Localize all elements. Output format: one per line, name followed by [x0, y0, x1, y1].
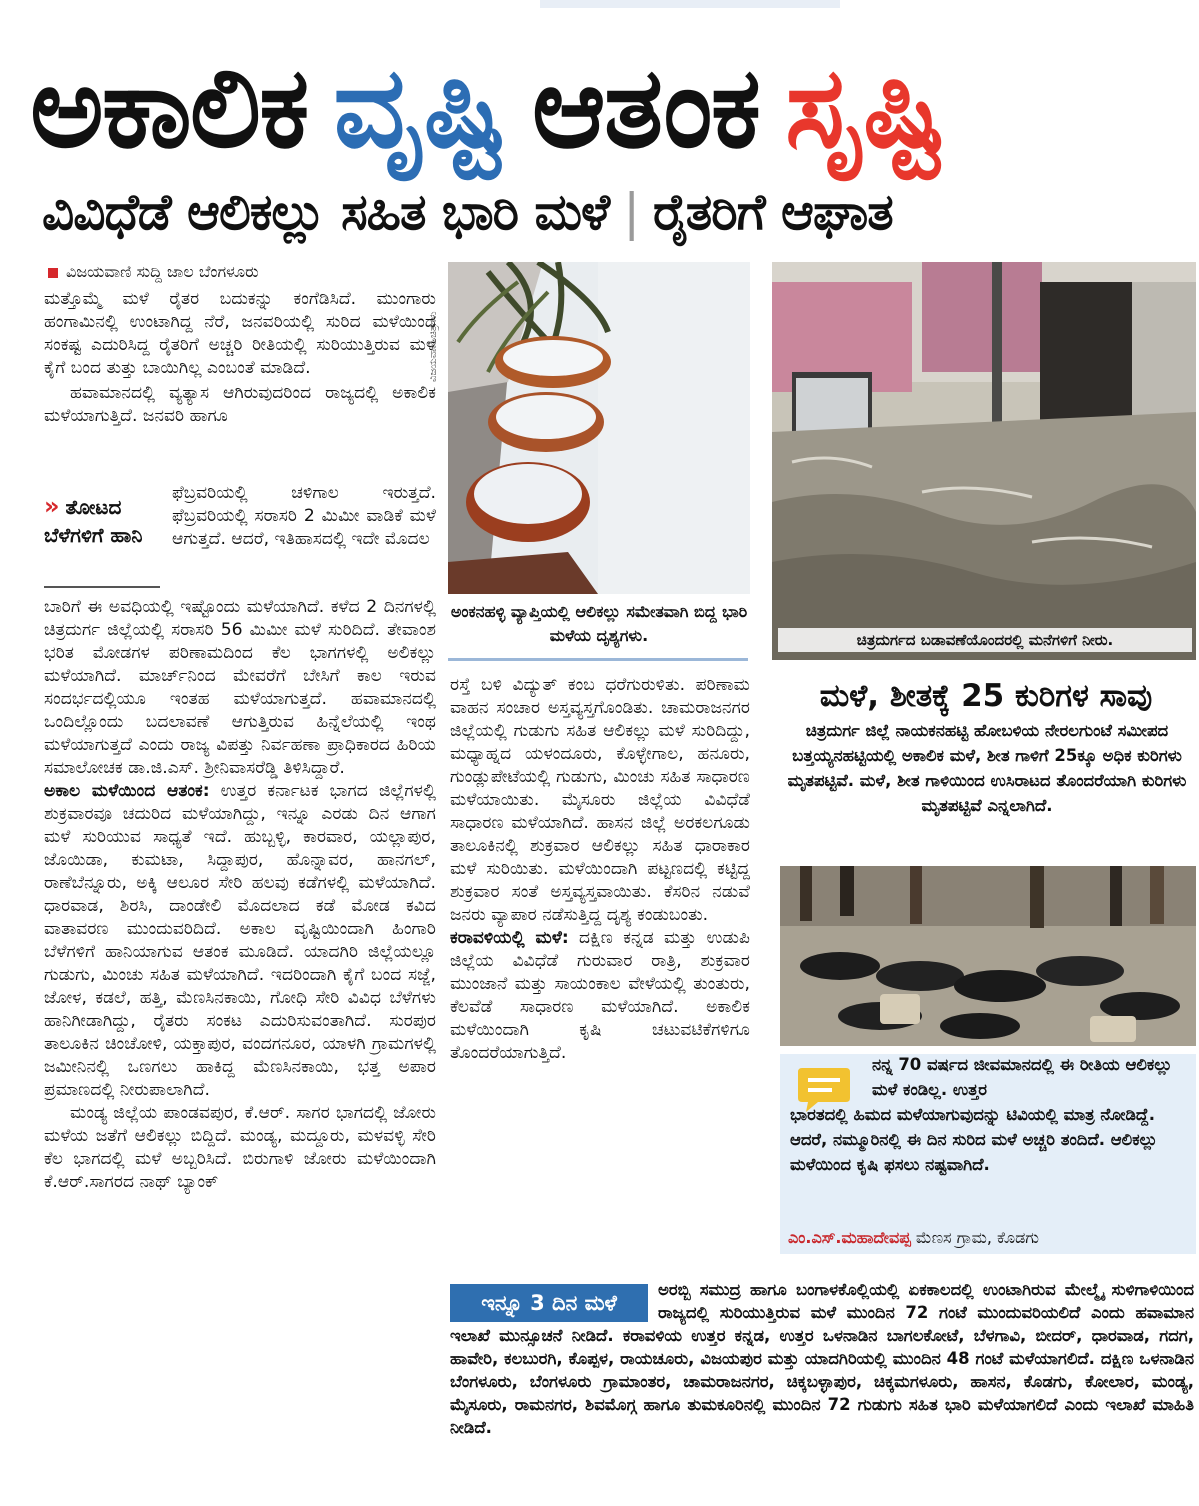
subheadline-right: ರೈತರಿಗೆ ಆಘಾತ [653, 183, 893, 241]
article-paragraph-2b: ಫೆಬ್ರವರಿಯಲ್ಲಿ ಚಳಿಗಾಲ ಇರುತ್ತದೆ. ಫೆಬ್ರವರಿಯಲ್ಲಿ ಸರಾಸರಿ 2 ಮಿಮೀ ವಾಡಿಕೆ ಮಳೆ ಆಗುತ್ತದೆ. ಆದರೆ, ಇತಿಹಾಸದಲ್ಲಿ ಇದೇ ಮೊದಲ [172, 483, 436, 549]
subheadline-separator: | [623, 183, 640, 241]
hail-photo-image [448, 262, 750, 594]
article-paragraph-2c: ಬಾರಿಗೆ ಈ ಅವಧಿಯಲ್ಲಿ ಇಷ್ಟೊಂದು ಮಳೆಯಾಗಿದೆ. ಕಳೆದ 2 ದಿನಗಳಲ್ಲಿ ಚಿತ್ರದುರ್ಗ ಜಿಲ್ಲೆಯಲ್ಲಿ ಸರಾಸರಿ 56 ಮಿಮೀ ಮಳೆ ಸುರಿದಿದೆ. ತೇವಾಂಶ ಭರಿತ ಮೋಡಗಳ ಪರಿಣಾಮದಿಂದ ಕೆಲ ಭಾಗಗಳಲ್ಲಿ ಅಲಿಕಲ್ಲು ಮಳೆಯಾಗಿದೆ. ಮಾರ್ಚ್‌ನಿಂದ ಮೇವರೆಗೆ ಬೇಸಿಗೆ ಕಾಲ ಇರುವ ಸಂದರ್ಭದಲ್ಲಿಯೂ ಇಂತಹ ಮಳೆಯಾಗುತ್ತದೆ. ಹವಾಮಾನದಲ್ಲಿ ಒಂದಿಲ್ಲೊಂದು ಬದಲಾವಣೆ ಆಗುತ್ತಿರುವ ಹಿನ್ನೆಲೆಯಲ್ಲಿ ಇಂಥ ಮಳೆಯಾಗುತ್ತದೆ ಎಂದು ರಾಜ್ಯ ವಿಪತ್ತು ನಿರ್ವಹಣಾ ಪ್ರಾಧಿಕಾರದ ಹಿರಿಯ ಸಮಾಲೋಚಕ ಡಾ.ಜಿ.ಎಸ್. ಶ್ರೀನಿವಾಸರೆಡ್ಡಿ ತಿಳಿಸಿದ್ದಾರೆ. [44, 597, 436, 778]
headline-word-1: ಅಕಾಲಿಕ [30, 43, 308, 173]
flood-photo [772, 262, 1196, 660]
headline [30, 44, 1180, 172]
article-paragraph-3 [44, 780, 436, 1102]
quote-text-top: ನನ್ನ 70 ವರ್ಷದ ಜೀವಮಾನದಲ್ಲಿ ಈ ರೀತಿಯ ಆಲಿಕಲ್ಲು ಮಳೆ ಕಂಡಿಲ್ಲ. ಉತ್ತರ [872, 1055, 1173, 1099]
subheadline [42, 180, 1192, 244]
pullquote [44, 492, 160, 588]
article-subhead-1: ಅಕಾಲ ಮಳೆಯಿಂದ ಆತಂಕ: [44, 781, 210, 801]
article-column-1c [44, 596, 436, 1194]
forecast-body: ಅರಬ್ಬಿ ಸಮುದ್ರ ಹಾಗೂ ಬಂಗಾಳಕೊಲ್ಲಿಯಲ್ಲಿ ಏಕಕಾಲದಲ್ಲಿ ಉಂಟಾಗಿರುವ ಮೇಲ್ಮೈ ಸುಳಿಗಾಳಿಯಿಂದ ರಾಜ್ಯದಲ್ಲಿ ಸುರಿಯುತ್ತಿರುವ ಮಳೆ ಮುಂದಿನ 72 ಗಂಟೆ ಮುಂದುವರಿಯಲಿದೆ ಎಂದು ಹವಾಮಾನ ಇಲಾಖೆ ಮುನ್ಸೂಚನೆ ನೀಡಿದೆ. ಕರಾವಳಿಯ ಉತ್ತರ ಕನ್ನಡ, ಉತ್ತರ ಒಳನಾಡಿನ ಬಾಗಲಕೋಟೆ, ಬೆಳಗಾವಿ, ಬೀದರ್, ಧಾರವಾಡ, ಗದಗ, ಹಾವೇರಿ, ಕಲಬುರಗಿ, ಕೊಪ್ಪಳ, ರಾಯಚೂರು, ವಿಜಯಪುರ ಮತ್ತು ಯಾದಗಿರಿಯಲ್ಲಿ ಮುಂದಿನ 48 ಗಂಟೆ ಮಳೆಯಾಗಲಿದೆ. ದಕ್ಷಿಣ ಒಳನಾಡಿನ ಬೆಂಗಳೂರು, ಬೆಂಗಳೂರು ಗ್ರಾಮಾಂತರ, ಚಾಮರಾಜನಗರ, ಚಿಕ್ಕಬಳ್ಳಾಪುರ, ಚಿಕ್ಕಮಗಳೂರು, ಹಾಸನ, ಕೊಡಗು, ಕೋಲಾರ, ಮಂಡ್ಯ, ಮೈಸೂರು, ರಾಮನಗರ, ಶಿವಮೊಗ್ಗ ಹಾಗೂ ತುಮಕೂರಿನಲ್ಲಿ ಮುಂದಿನ 72 ಗುಡುಗು ಸಹಿತ ಭಾರಿ ಮಳೆಯಾಗಲಿದೆ ಎಂದು ಇಲಾಖೆ ಮಾಹಿತಿ ನೀಡಿದೆ. [450, 1280, 1194, 1437]
article-subhead-2: ಕರಾವಳಿಯಲ್ಲಿ ಮಳೆ: [450, 928, 569, 948]
caption-rule [448, 658, 748, 661]
red-square-icon [48, 268, 58, 278]
forecast-label: ಇನ್ನೂ 3 ದಿನ ಮಳೆ [450, 1284, 648, 1322]
photo-credit: ವಿಜಯವಾಣಿ ಚಿತ್ರಗಳು [428, 311, 439, 382]
byline-text: ವಿಜಯವಾಣಿ ಸುದ್ದಿ ಜಾಲ ಬೆಂಗಳೂರು [66, 262, 259, 281]
article-paragraph-6 [450, 927, 750, 1065]
headline-word-4: ಸೃಷ್ಟಿ [785, 43, 946, 173]
hail-photo [448, 262, 750, 594]
chevron-icon: » [44, 492, 60, 520]
quote-signature [788, 1226, 1188, 1250]
article-column-2 [450, 674, 750, 1065]
headline-word-2: ವೃಷ್ಟಿ [333, 43, 506, 173]
article-paragraph-2a: ಹವಾಮಾನದಲ್ಲಿ ವ್ಯತ್ಯಾಸ ಆಗಿರುವುದರಿಂದ ರಾಜ್ಯದಲ್ಲಿ ಅಕಾಲಿಕ ಮಳೆಯಾಗುತ್ತಿದೆ. ಜನವರಿ ಹಾಗೂ [44, 383, 436, 426]
sidebar-text: ಚಿತ್ರದುರ್ಗ ಜಿಲ್ಲೆ ನಾಯಕನಹಟ್ಟಿ ಹೋಬಳಿಯ ನೇರಲಗುಂಟೆ ಸಮೀಪದ ಬತ್ತಯ್ಯನಹಟ್ಟಿಯಲ್ಲಿ ಅಕಾಲಿಕ ಮಳೆ, ಶೀತ ಗಾಳಿಗೆ 25ಕ್ಕೂ ಅಧಿಕ ಕುರಿಗಳು ಮೃತಪಟ್ಟಿವೆ. ಮಳೆ, ಶೀತ ಗಾಳಿಯಿಂದ ಉಸಿರಾಟದ ತೊಂದರೆಯಾಗಿ ಕುರಿಗಳು ಮೃತಪಟ್ಟಿವೆ ಎನ್ನಲಾಗಿದೆ. [787, 721, 1187, 815]
subheadline-left: ವಿವಿಧೆಡೆ ಆಲಿಕಲ್ಲು ಸಹಿತ ಭಾರಿ ಮಳೆ [42, 183, 610, 241]
byline [48, 261, 259, 283]
quote-author-name: ಎಂ.ಎಸ್.ಮಹಾದೇವಪ್ಪ [788, 1228, 911, 1247]
hail-photo-caption: ಅಂಕನಹಳ್ಳಿ ವ್ಯಾಪ್ತಿಯಲ್ಲಿ ಆಲಿಕಲ್ಲು ಸಮೇತವಾಗಿ ಬಿದ್ದ ಭಾರಿ ಮಳೆಯ ದೃಶ್ಯಗಳು. [450, 602, 748, 645]
article-paragraph-3-text: ಉತ್ತರ ಕರ್ನಾಟಕ ಭಾಗದ ಜಿಲ್ಲೆಗಳಲ್ಲಿ ಶುಕ್ರವಾರವೂ ಚದುರಿದ ಮಳೆಯಾಗಿದ್ದು, ಇನ್ನೂ ಎರಡು ದಿನ ಆಗಾಗ ಮಳೆ ಸುರಿಯುವ ಸಾಧ್ಯತೆ ಇದೆ. ಹುಬ್ಬಳ್ಳಿ, ಕಾರವಾರ, ಯಲ್ಲಾಪುರ, ಜೊಯಿಡಾ, ಕುಮಟಾ, ಸಿದ್ದಾಪುರ, ಹೊನ್ನಾವರ, ಹಾನಗಲ್, ರಾಣೆಬೆನ್ನೂರು, ಅಕ್ಕಿ ಆಲೂರ ಸೇರಿ ಹಲವು ಕಡೆಗಳಲ್ಲಿ ಮಳೆಯಾಗಿದೆ. ಧಾರವಾಡ, ಶಿರಸಿ, ದಾಂಡೇಲಿ ಮೊದಲಾದ ಕಡೆ ಮೋಡ ಕವಿದ ವಾತಾವರಣ ಮುಂದುವರಿದಿದೆ. ಅಕಾಲ ವೃಷ್ಟಿಯಿಂದಾಗಿ ಹಿಂಗಾರಿ ಬೆಳೆಗಳಿಗೆ ಹಾನಿಯಾಗುವ ಆತಂಕ ಮೂಡಿದೆ. ಯಾದಗಿರಿ ಜಿಲ್ಲೆಯಲ್ಲೂ ಗುಡುಗು, ಮಿಂಚು ಸಹಿತ ಮಳೆಯಾಗಿದೆ. ಇದರಿಂದಾಗಿ ಕೈಗೆ ಬಂದ ಸಜ್ಜೆ, ಜೋಳ, ಕಡಲೆ, ಹತ್ತಿ, ಮೆಣಸಿನಕಾಯಿ, ಗೋಧಿ ಸೇರಿ ವಿವಿಧ ಬೆಳೆಗಳು ಹಾನಿಗೀಡಾಗಿದ್ದು, ರೈತರು ಸಂಕಟ ಎದುರಿಸುವಂತಾಗಿದೆ. ಸುರಪುರ ತಾಲೂಕಿನ ಚಿಂಚೋಳಿ, ಯಕ್ತಾಪುರ, ವಂದಗನೂರ, ಯಾಳಗಿ ಗ್ರಾಮಗಳಲ್ಲಿ ಜಮೀನಿನಲ್ಲಿ ಒಣಗಲು ಹಾಕಿದ್ದ ಮೆಣಸಿನಕಾಯಿ, ಭತ್ತ ಅಪಾರ ಪ್ರಮಾಣದಲ್ಲಿ ನೀರುಪಾಲಾಗಿದೆ. [44, 781, 437, 1100]
pullquote-text: ತೋಟದ ಬೆಳೆಗಳಿಗೆ ಹಾನಿ [44, 495, 143, 547]
flood-photo-image [772, 262, 1196, 660]
article-paragraph-5: ರಸ್ತೆ ಬಳಿ ವಿದ್ಯುತ್ ಕಂಬ ಧರೆಗುರುಳಿತು. ಪರಿಣಾಮ ವಾಹನ ಸಂಚಾರ ಅಸ್ತವ್ಯಸ್ತಗೊಂಡಿತು. ಚಾಮರಾಜನಗರ ಜಿಲ್ಲೆಯಲ್ಲಿ ಗುಡುಗು ಸಹಿತ ಆಲಿಕಲ್ಲು ಮಳೆ ಸುರಿದಿದ್ದು, ಮಧ್ಯಾಹ್ನದ ಯಳಂದೂರು, ಕೊಳ್ಳೇಗಾಲ, ಹನೂರು, ಗುಂಡ್ಲುಪೇಟೆಯಲ್ಲಿ ಗುಡುಗು, ಮಿಂಚು ಸಹಿತ ಸಾಧಾರಣ ಮಳೆಯಾಯಿತು. ಮೈಸೂರು ಜಿಲ್ಲೆಯ ವಿವಿಧೆಡೆ ಸಾಧಾರಣ ಮಳೆಯಾಗಿದೆ. ಹಾಸನ ಜಿಲ್ಲೆ ಅರಕಲಗೂಡು ತಾಲೂಕಿನಲ್ಲಿ ಶುಕ್ರವಾರ ಆಲಿಕಲ್ಲು ಸಹಿತ ಧಾರಾಕಾರ ಮಳೆ ಸುರಿಯಿತು. ಮಳೆಯಿಂದಾಗಿ ಪಟ್ಟಣದಲ್ಲಿ ಕಟ್ಟಿದ್ದ ಶುಕ್ರವಾರ ಸಂತೆ ಅಸ್ತವ್ಯಸ್ತವಾಯಿತು. ಕೆಸರಿನ ನಡುವೆ ಜನರು ವ್ಯಾಪಾರ ನಡೆಸುತ್ತಿದ್ದ ದೃಶ್ಯ ಕಂಡುಬಂತು. [450, 675, 750, 925]
article-paragraph-4: ಮಂಡ್ಯ ಜಿಲ್ಲೆಯ ಪಾಂಡವಪುರ, ಕೆ.ಆರ್. ಸಾಗರ ಭಾಗದಲ್ಲಿ ಜೋರು ಮಳೆಯ ಜತೆಗೆ ಆಲಿಕಲ್ಲು ಬಿದ್ದಿದೆ. ಮಂಡ್ಯ, ಮದ್ದೂರು, ಮಳವಳ್ಳಿ ಸೇರಿ ಕೆಲ ಭಾಗದಲ್ಲಿ ಮಳೆ ಅಬ್ಬರಿಸಿದೆ. ಬಿರುಗಾಳಿ ಜೋರು ಮಳೆಯಿಂದಾಗಿ ಕೆ.ಆರ್.ಸಾಗರದ ನಾಥ್ ಬ್ಯಾಂಕ್ [44, 1103, 436, 1192]
article-paragraph-1: ಮತ್ತೊಮ್ಮೆ ಮಳೆ ರೈತರ ಬದುಕನ್ನು ಕಂಗೆಡಿಸಿದೆ. ಮುಂಗಾರು ಹಂಗಾಮಿನಲ್ಲಿ ಉಂಟಾಗಿದ್ದ ನೆರೆ, ಜನವರಿಯಲ್ಲಿ ಸುರಿದ ಮಳೆಯಿಂದ ಸಂಕಷ್ಟ ಎದುರಿಸಿದ್ದ ರೈತರಿಗೆ ಅಚ್ಚರಿ ರೀತಿಯಲ್ಲಿ ಸುರಿಯುತ್ತಿರುವ ಮಳೆ ಕೈಗೆ ಬಂದ ತುತ್ತು ಬಾಯಿಗಿಲ್ಲ ಎಂಬಂತೆ ಮಾಡಿದೆ. [44, 289, 436, 378]
article-column-1a [44, 288, 436, 428]
top-strip [0, 0, 1199, 8]
quote-text-rest: ಭಾರತದಲ್ಲಿ ಹಿಮದ ಮಳೆಯಾಗುವುದನ್ನು ಟಿವಿಯಲ್ಲಿ ಮಾತ್ರ ನೋಡಿದ್ದೆ. ಆದರೆ, ನಮ್ಮೂರಿನಲ್ಲಿ ಈ ದಿನ ಸುರಿದ ಮಳೆ ಅಚ್ಚರಿ ತಂದಿದೆ. ಆಲಿಕಲ್ಲು ಮಳೆಯಿಂದ ಕೃಷಿ ಫಸಲು ನಷ್ಟವಾಗಿದೆ. [790, 1105, 1158, 1174]
top-tab [540, 0, 840, 8]
quote-author-place: ಮೆಣಸ ಗ್ರಾಮ, ಕೊಡಗು [915, 1228, 1040, 1247]
sheep-photo-image [780, 866, 1196, 1046]
headline-word-3: ಆತಂಕ [531, 43, 760, 173]
article-paragraph-6-text: ದಕ್ಷಿಣ ಕನ್ನಡ ಮತ್ತು ಉಡುಪಿ ಜಿಲ್ಲೆಯ ವಿವಿಧೆಡೆ ಗುರುವಾರ ರಾತ್ರಿ, ಶುಕ್ರವಾರ ಮುಂಜಾನೆ ಮತ್ತು ಸಾಯಂಕಾಲ ವೇಳೆಯಲ್ಲಿ ತುಂತುರು, ಕೆಲವೆಡೆ ಸಾಧಾರಣ ಮಳೆಯಾಗಿದೆ. ಅಕಾಲಿಕ ಮಳೆಯಿಂದಾಗಿ ಕೃಷಿ ಚಟುವಟಿಕೆಗಳಿಗೂ ತೊಂದರೆಯಾಗುತ್ತಿದೆ. [450, 928, 751, 1063]
sheep-photo [780, 866, 1196, 1046]
flood-photo-caption: ಚಿತ್ರದುರ್ಗದ ಬಡಾವಣೆಯೊಂದರಲ್ಲಿ ಮನೆಗಳಿಗೆ ನೀರು. [778, 628, 1192, 652]
article-column-1b [172, 482, 436, 551]
sidebar-headline: ಮಳೆ, ಶೀತಕ್ಕೆ 25 ಕುರಿಗಳ ಸಾವು [819, 678, 1153, 714]
